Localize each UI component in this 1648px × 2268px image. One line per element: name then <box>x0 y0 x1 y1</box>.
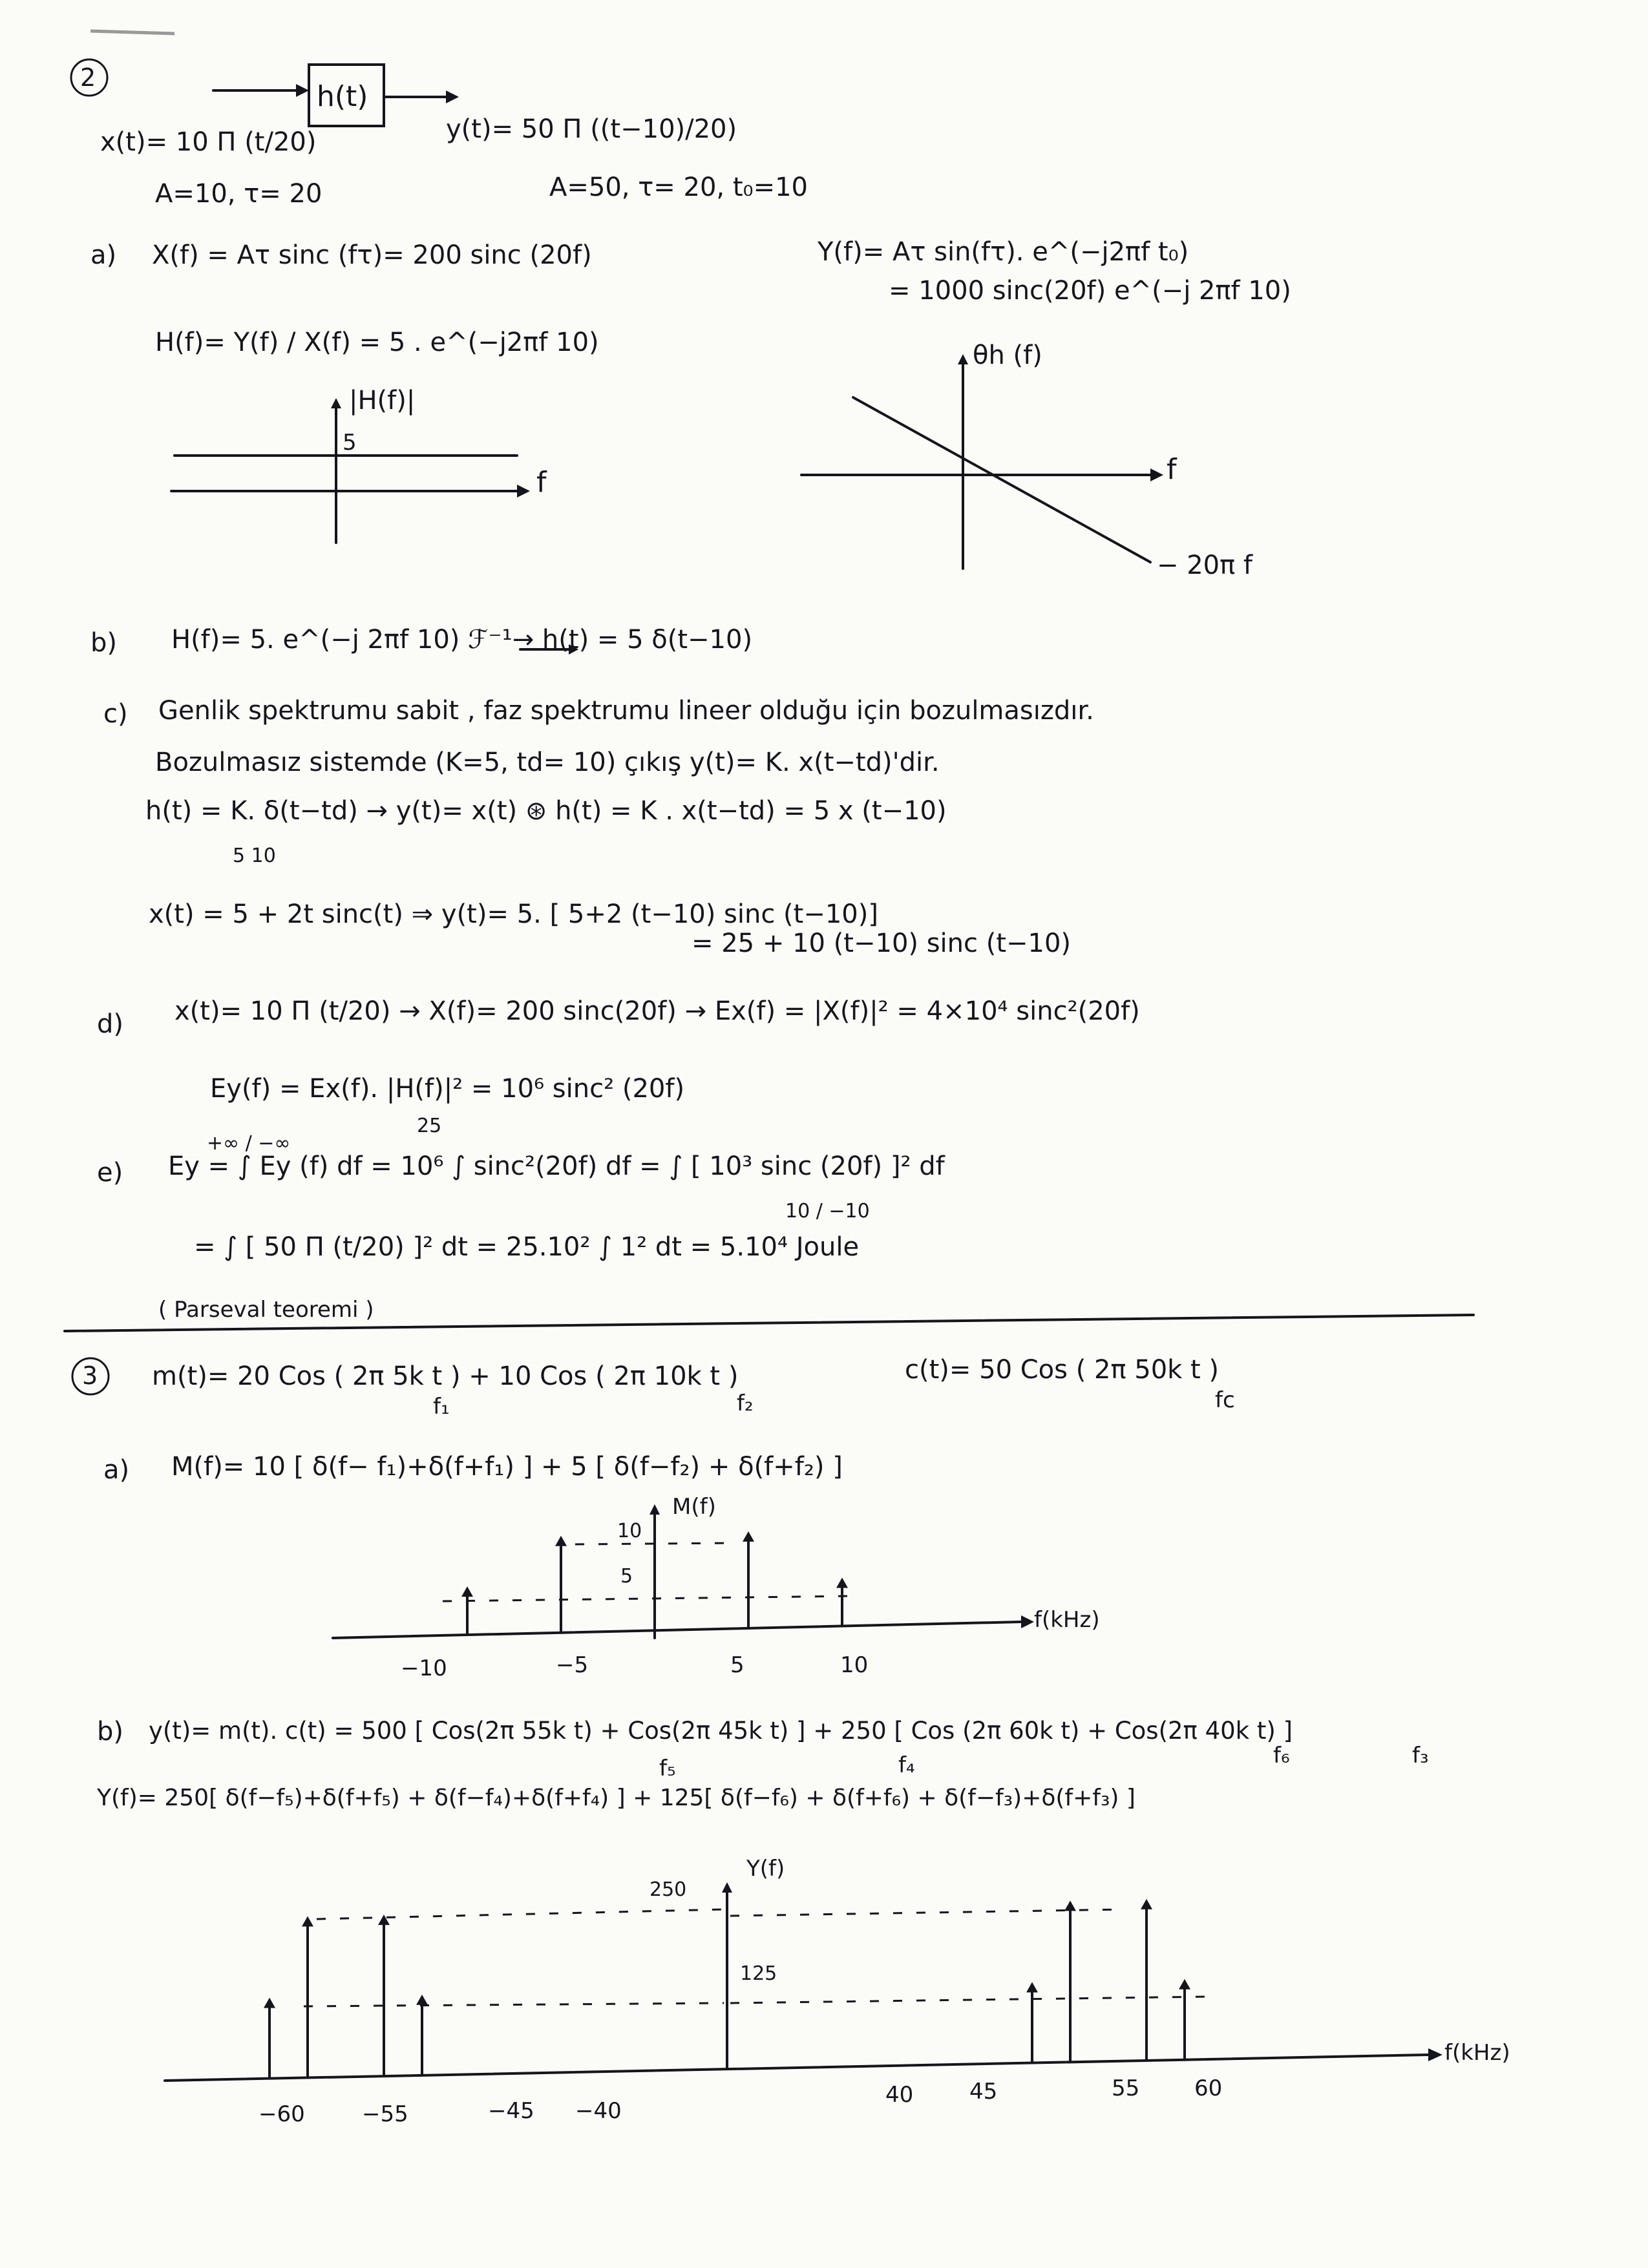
f1-label: f₁ <box>433 1394 450 1420</box>
mf-expression: M(f)= 10 [ δ(f− f₁)+δ(f+f₁) ] + 5 [ δ(f−f₂) + δ(f+f₂) ] <box>171 1452 843 1482</box>
input-params: A=10, τ= 20 <box>155 179 322 209</box>
ct-expression: c(t)= 50 Cos ( 2π 50k t ) <box>905 1355 1220 1385</box>
impulse-arrowhead <box>836 1578 848 1588</box>
mf-axis-label: f(kHz) <box>1034 1607 1100 1633</box>
impulse-arrowhead <box>302 1916 313 1926</box>
part-c-line2: Bozulmasız sistemde (K=5, td= 10) çıkış y(t)= K. x(t−td)'dir. <box>155 748 940 777</box>
part-c-line1: Genlik spektrumu sabit , faz spektrumu lineer olduğu için bozulmasızdır. <box>158 696 1094 726</box>
part-c-line3: h(t) = K. δ(t−td) → y(t)= x(t) ⊛ h(t) = K . x(t−td) = 5 x (t−10) <box>145 796 947 826</box>
part-e-label: e) <box>97 1158 123 1188</box>
f4-label: f₄ <box>898 1752 915 1778</box>
problem3-number: 3 <box>82 1361 98 1390</box>
impulse-arrowhead <box>264 1998 275 2008</box>
part-c-line4: x(t) = 5 + 2t sinc(t) ⇒ y(t)= 5. [ 5+2 (t−10) sinc (t−10)] <box>149 899 878 929</box>
problem2-number: 2 <box>80 63 96 92</box>
mt-expression: m(t)= 20 Cos ( 2π 5k t ) + 10 Cos ( 2π 10k t ) <box>152 1361 739 1391</box>
yf-tick-label: 55 <box>1112 2075 1140 2101</box>
yf-tick-label: −40 <box>575 2098 622 2124</box>
mf-tick-label: −10 <box>401 1655 447 1681</box>
yf-level-low: 125 <box>740 1962 777 1985</box>
part-e-limits2: 10 / −10 <box>785 1200 870 1223</box>
mf-tick-label: 5 <box>730 1652 745 1678</box>
system-block-label: h(t) <box>317 80 368 113</box>
part-d-line2: Ey(f) = Ex(f). |H(f)|² = 10⁶ sinc² (20f) <box>210 1074 685 1104</box>
phase-plot-axis: f <box>1167 453 1177 486</box>
part-c-line3-sub: 5 10 <box>233 845 276 867</box>
part-b-label: b) <box>90 628 117 658</box>
part-d-line2-sub: 25 <box>417 1115 442 1137</box>
yf-axis-label: f(kHz) <box>1444 2040 1510 2066</box>
yf-tick-label: 45 <box>969 2079 998 2105</box>
fc-label: fc <box>1215 1387 1235 1413</box>
parseval-note: ( Parseval teoremi ) <box>158 1297 374 1323</box>
p3-part-b-label: b) <box>97 1717 123 1747</box>
f2-label: f₂ <box>737 1391 754 1416</box>
yf-tick-label: −45 <box>488 2098 534 2124</box>
impulse-arrowhead <box>378 1915 390 1925</box>
f6-label: f₆ <box>1273 1743 1290 1769</box>
mag-plot-label: |H(f)| <box>349 386 416 415</box>
yf-tick-label: 60 <box>1194 2075 1223 2101</box>
part-c-line5: = 25 + 10 (t−10) sinc (t−10) <box>692 929 1072 958</box>
f5-label: f₅ <box>659 1756 676 1781</box>
part-e-line2: = ∫ [ 50 Π (t/20) ]² dt = 25.10² ∫ 1² dt = 5.10⁴ Joule <box>194 1232 860 1262</box>
part-e-limits1: +∞ / −∞ <box>207 1132 291 1155</box>
p3-part-a-label: a) <box>103 1455 130 1485</box>
hf-expression: H(f)= Y(f) / X(f) = 5 . e^(−j2πf 10) <box>155 328 599 357</box>
phase-line-label: − 20π f <box>1157 551 1253 580</box>
impulse-arrowhead <box>1026 1982 1038 1993</box>
part-b-text: H(f)= 5. e^(−j 2πf 10) ℱ⁻¹→ h(t) = 5 δ(t−10) <box>171 625 753 655</box>
yf-y-label: Y(f) <box>746 1856 785 1882</box>
xf-expression: X(f) = Aτ sinc (fτ)= 200 sinc (20f) <box>152 240 592 270</box>
impulse-arrowhead <box>1179 1979 1190 1990</box>
part-c-label: c) <box>103 699 128 729</box>
yf-expression-2: = 1000 sinc(20f) e^(−j 2πf 10) <box>889 276 1291 306</box>
input-signal: x(t)= 10 Π (t/20) <box>100 127 317 157</box>
mag-plot-value: 5 <box>343 430 357 456</box>
mf-level-low: 5 <box>620 1565 633 1588</box>
impulse-arrowhead <box>461 1586 473 1597</box>
yf-level-high: 250 <box>650 1878 687 1901</box>
mag-plot-axis: f <box>536 466 547 499</box>
impulse-arrowhead <box>416 1995 428 2005</box>
mf-y-label: M(f) <box>672 1494 716 1520</box>
impulse-arrowhead <box>1141 1899 1152 1909</box>
f3-label: f₃ <box>1412 1743 1429 1769</box>
part-d-label: d) <box>97 1009 123 1039</box>
impulse-arrowhead <box>1064 1900 1076 1911</box>
yf-expression-1: Y(f)= Aτ sin(fτ). e^(−j2πf t₀) <box>818 237 1189 267</box>
mf-level-high: 10 <box>617 1520 642 1542</box>
impulse-arrowhead <box>743 1531 754 1542</box>
mf-tick-label: 10 <box>840 1652 869 1678</box>
output-signal: y(t)= 50 Π ((t−10)/20) <box>446 114 737 144</box>
mf-tick-label: −5 <box>556 1652 589 1678</box>
yt-expression: y(t)= m(t). c(t) = 500 [ Cos(2π 55k t) + Cos(2π 45k t) ] + 250 [ Cos (2π 60k t) + Cos(2π 40k t) ] <box>149 1717 1293 1745</box>
phase-plot-label: θh (f) <box>973 341 1042 370</box>
output-params: A=50, τ= 20, t₀=10 <box>549 173 808 202</box>
yf-tick-label: −55 <box>362 2101 408 2127</box>
part-e-line1: Ey = ∫ Ey (f) df = 10⁶ ∫ sinc²(20f) df = ∫ [ 10³ sinc (20f) ]² df <box>168 1151 945 1181</box>
yf-expression: Y(f)= 250[ δ(f−f₅)+δ(f+f₅) + δ(f−f₄)+δ(f+f₄) ] + 125[ δ(f−f₆) + δ(f+f₆) + δ(f−f₃)+δ(f+f₃) ] <box>97 1785 1136 1811</box>
part-a-label: a) <box>90 240 117 270</box>
part-d-line1: x(t)= 10 Π (t/20) → X(f)= 200 sinc(20f) → Ex(f) = |X(f)|² = 4×10⁴ sinc²(20f) <box>174 996 1140 1026</box>
yf-tick-label: −60 <box>259 2101 305 2127</box>
yf-tick-label: 40 <box>885 2082 914 2108</box>
impulse-arrowhead <box>555 1536 567 1546</box>
